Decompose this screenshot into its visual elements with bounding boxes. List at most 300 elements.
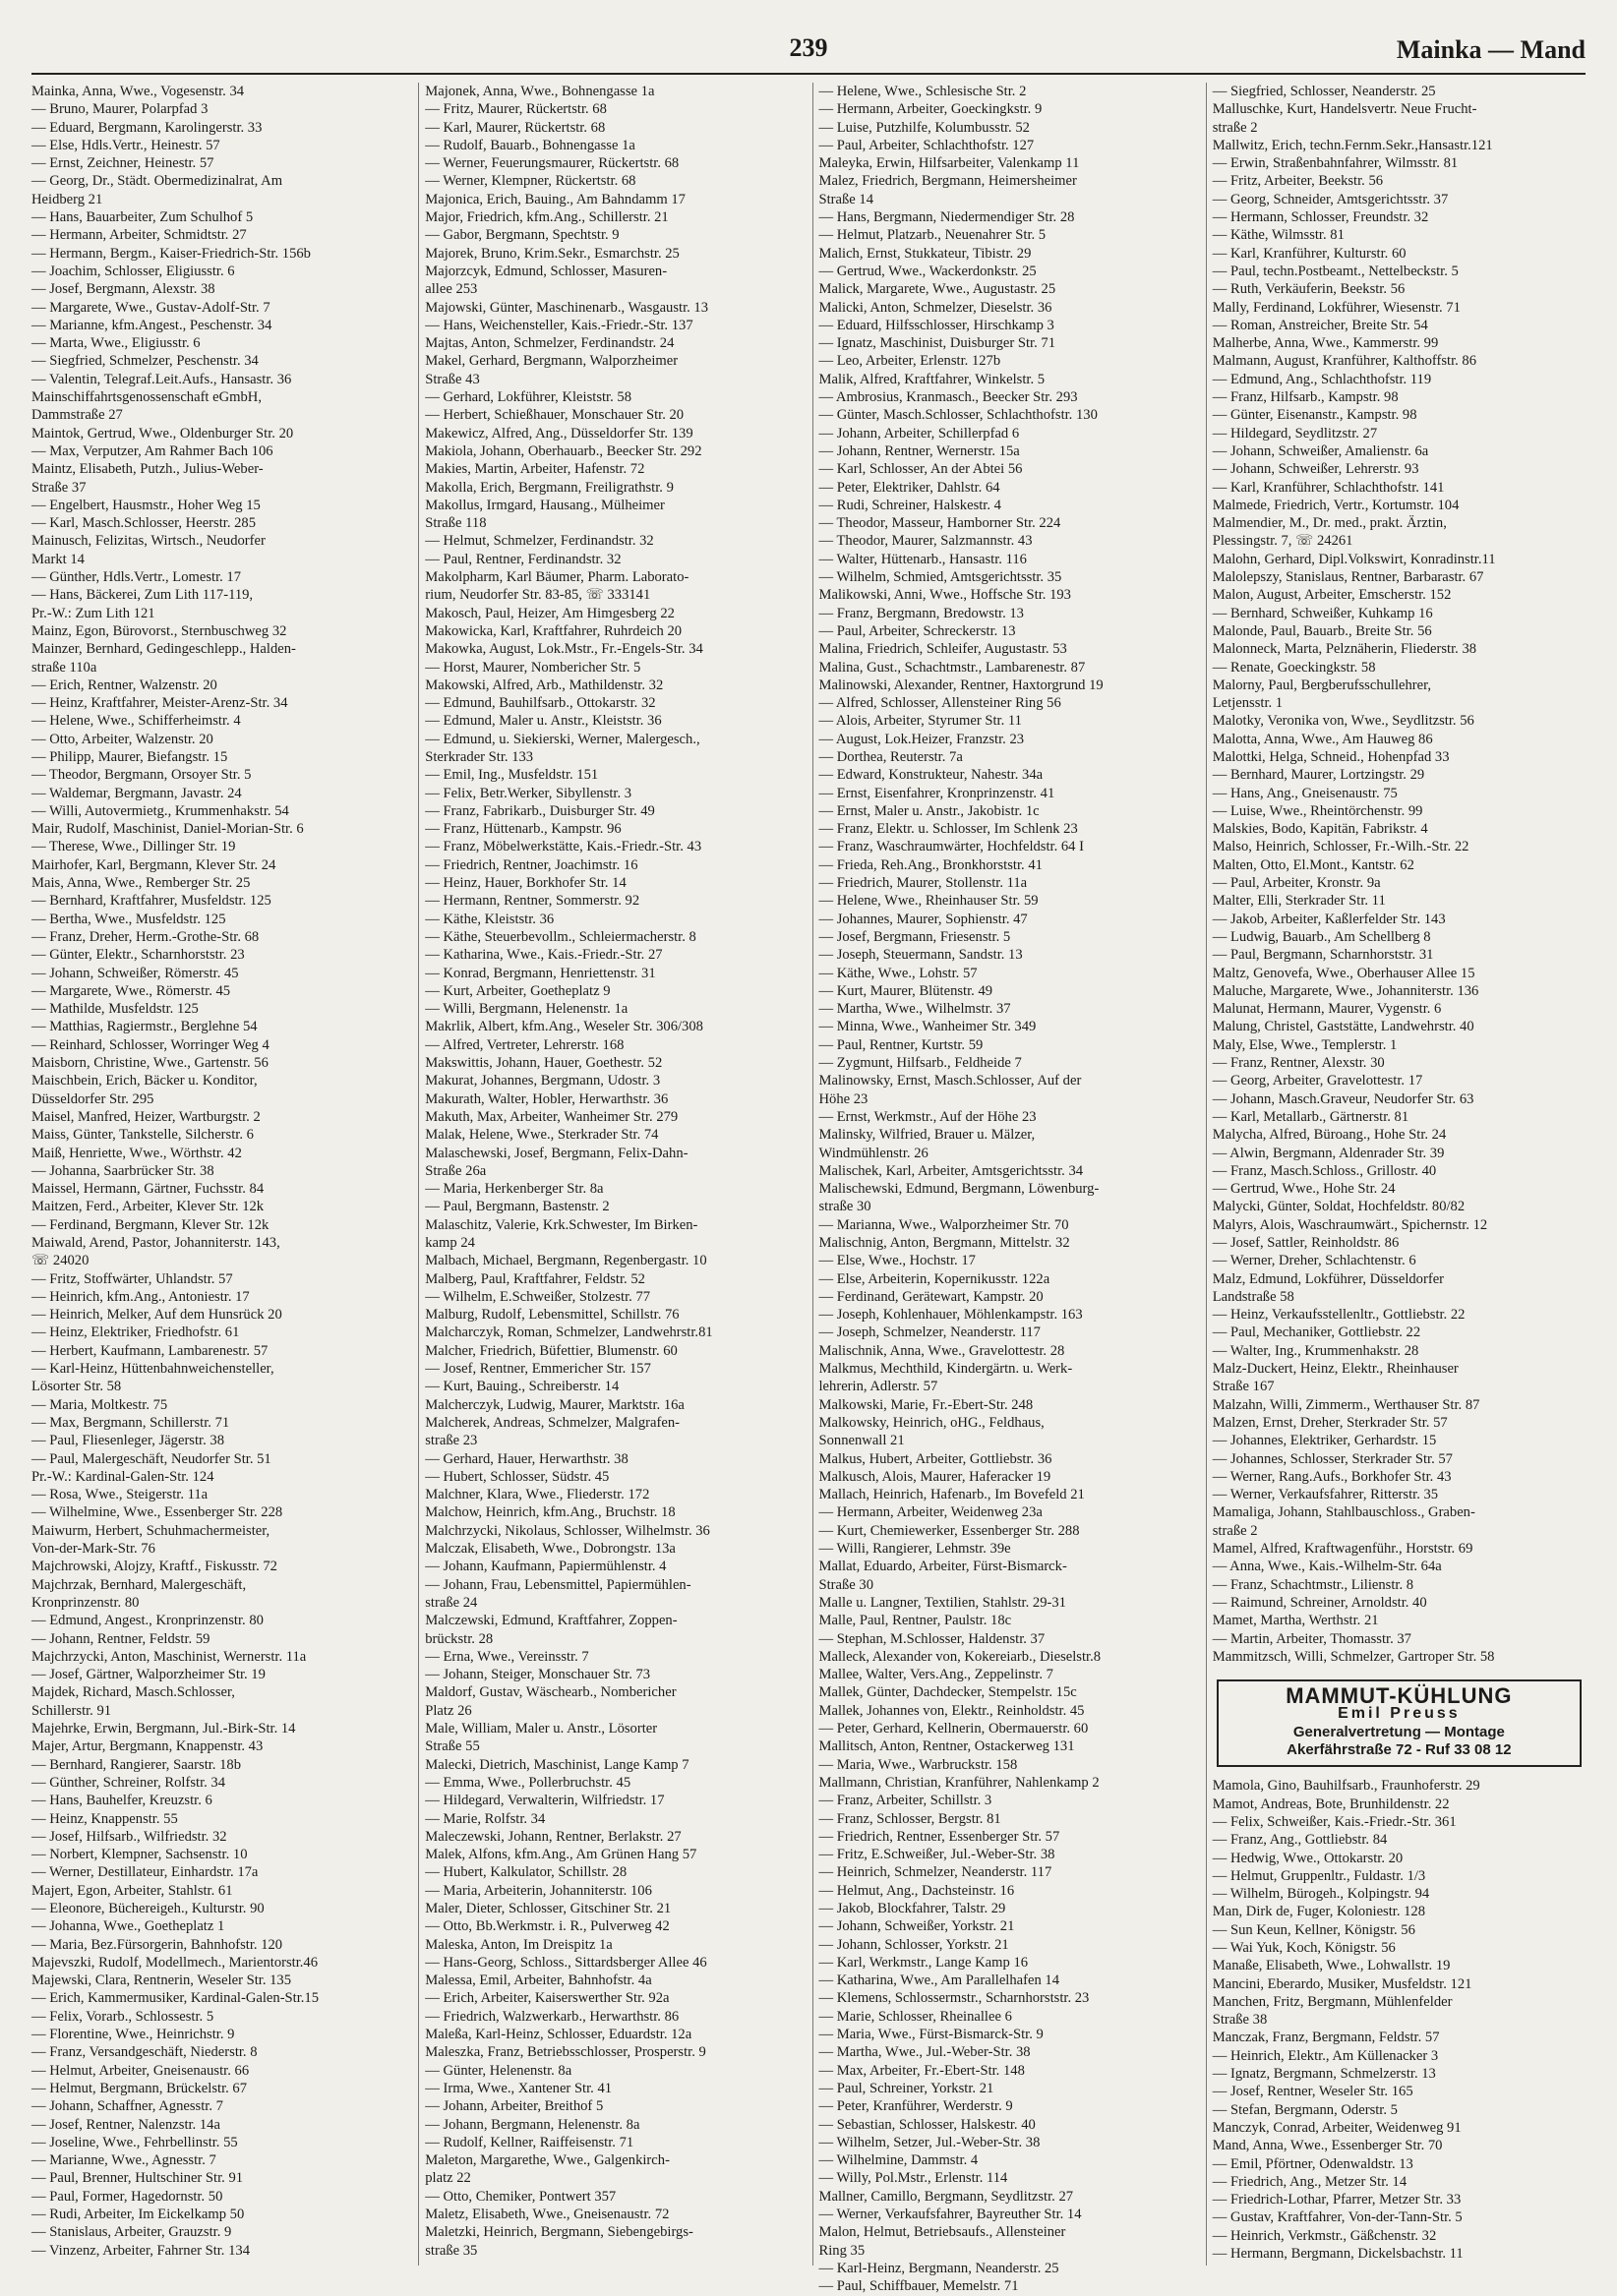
directory-entry: Malicki, Anton, Schmelzer, Dieselstr. 36 — [818, 299, 1052, 316]
ad-title: MAMMUT-KÜHLUNG — [1286, 1683, 1513, 1709]
directory-entry: Major, Friedrich, kfm.Ang., Schillerstr. 21 — [425, 209, 669, 226]
directory-entry: Maleton, Margarethe, Wwe., Galgenkirch- — [425, 2152, 670, 2169]
directory-entry: — Heinz, Verkaufsstellenltr., Gottliebstr. 22 — [1212, 1307, 1466, 1324]
ad-line-2: Akerfährstraße 72 - Ruf 33 08 12 — [1287, 1741, 1512, 1759]
directory-entry: Straße 14 — [818, 191, 874, 207]
directory-entry: Makowka, August, Lok.Mstr., Fr.-Engels-Str. 34 — [425, 641, 703, 658]
directory-entry: — Hildegard, Seydlitzstr. 27 — [1212, 425, 1378, 442]
directory-entry: Malohn, Gerhard, Dipl.Volkswirt, Konradinstr.11 — [1212, 551, 1496, 567]
directory-entry: — Josef, Rentner, Nalenzstr. 14a — [31, 2116, 220, 2133]
directory-entry: Mand, Anna, Wwe., Essenberger Str. 70 — [1212, 2138, 1443, 2154]
directory-entry: — Hubert, Schlosser, Südstr. 45 — [425, 1468, 610, 1485]
column-1 — [31, 83, 404, 2266]
directory-entry: — Kurt, Arbeiter, Goetheplatz 9 — [425, 982, 611, 999]
directory-entry: — Luise, Putzhilfe, Kolumbusstr. 52 — [818, 119, 1030, 136]
directory-entry: — Bernhard, Kraftfahrer, Musfeldstr. 125 — [31, 893, 271, 910]
directory-entry: Malcherczyk, Ludwig, Maurer, Marktstr. 16a — [425, 1396, 685, 1413]
directory-entry: — Bruno, Maurer, Polarpfad 3 — [31, 101, 209, 118]
directory-entry: — Helmut, Arbeiter, Gneisenaustr. 66 — [31, 2062, 250, 2079]
directory-entry: — Helmut, Ang., Dachsteinstr. 16 — [818, 1882, 1015, 1899]
directory-entry: — Otto, Bb.Werkmstr. i. R., Pulverweg 42 — [425, 1918, 670, 1935]
directory-entry: — Katharina, Wwe., Kais.-Friedr.-Str. 27 — [425, 947, 663, 964]
directory-entry: Makel, Gerhard, Bergmann, Walporzheimer — [425, 353, 679, 370]
directory-entry: — Johann, Frau, Lebensmittel, Papiermühlen- — [425, 1576, 691, 1593]
directory-entry: — Hermann, Arbeiter, Weidenweg 23a — [818, 1504, 1043, 1521]
directory-entry: — Ferdinand, Bergmann, Klever Str. 12k — [31, 1216, 270, 1233]
directory-entry: — Georg, Schneider, Amtsgerichtsstr. 37 — [1212, 191, 1449, 207]
directory-entry: — Peter, Kranführer, Werderstr. 9 — [818, 2098, 1013, 2115]
directory-entry: — Erich, Arbeiter, Kaiserswerther Str. 92a — [425, 1990, 670, 2007]
directory-entry: — Horst, Maurer, Nombericher Str. 5 — [425, 659, 641, 676]
directory-entry: Heidberg 21 — [31, 191, 103, 207]
directory-entry: Platz 26 — [425, 1702, 472, 1719]
directory-entry: Malotky, Veronika von, Wwe., Seydlitzstr. 56 — [1212, 713, 1474, 730]
directory-entry: — Paul, Schiffbauer, Memelstr. 71 — [818, 2278, 1019, 2295]
directory-entry: Pr.-W.: Kardinal-Galen-Str. 124 — [31, 1468, 214, 1485]
directory-entry: — Jakob, Arbeiter, Kaßlerfelder Str. 143 — [1212, 911, 1446, 927]
directory-entry: Mamaliga, Johann, Stahlbauschloss., Graben- — [1212, 1504, 1475, 1521]
directory-entry: Mallee, Walter, Vers.Ang., Zeppelinstr. 7 — [818, 1667, 1053, 1683]
directory-entry: — Paul, Malergeschäft, Neudorfer Str. 51 — [31, 1450, 271, 1467]
directory-entry: Plessingstr. 7, ☏ 24261 — [1212, 533, 1353, 550]
directory-entry: — Johann, Schweißer, Lehrerstr. 93 — [1212, 461, 1419, 478]
directory-entry: — Paul, techn.Postbeamt., Nettelbeckstr. 5 — [1212, 263, 1459, 279]
directory-entry: Majewski, Clara, Rentnerin, Weseler Str. 135 — [31, 1972, 292, 1989]
directory-entry: — Max, Verputzer, Am Rahmer Bach 106 — [31, 442, 273, 459]
directory-entry: — Josef, Bergmann, Alexstr. 38 — [31, 281, 215, 298]
directory-entry: — Erwin, Straßenbahnfahrer, Wilmsstr. 81 — [1212, 155, 1459, 172]
directory-entry: — Marie, Schlosser, Rheinallee 6 — [818, 2008, 1012, 2025]
directory-entry: — Johann, Bergmann, Helenenstr. 8a — [425, 2116, 640, 2133]
directory-entry: — Karl, Masch.Schlosser, Heerstr. 285 — [31, 515, 257, 532]
directory-entry: — Gerhard, Lokführer, Kleiststr. 58 — [425, 389, 632, 406]
directory-entry: Majonek, Anna, Wwe., Bohnengasse 1a — [425, 84, 655, 99]
directory-entry: Maintz, Elisabeth, Putzh., Julius-Weber- — [31, 461, 264, 478]
directory-entry: — Theodor, Bergmann, Orsoyer Str. 5 — [31, 767, 252, 784]
directory-entry: — Dorthea, Reuterstr. 7a — [818, 748, 963, 765]
directory-entry: — Gertrud, Wwe., Hohe Str. 24 — [1212, 1181, 1396, 1198]
directory-entry: — Johann, Steiger, Monschauer Str. 73 — [425, 1667, 651, 1683]
directory-entry: — Sun Keun, Kellner, Königstr. 56 — [1212, 1921, 1415, 1938]
directory-entry: — Wilhelm, Bürogeh., Kolpingstr. 94 — [1212, 1886, 1430, 1903]
directory-entry: — Joseph, Steuermann, Sandstr. 13 — [818, 947, 1023, 964]
directory-entry: — Günter, Helenenstr. 8a — [425, 2062, 572, 2079]
directory-entry: Mally, Ferdinand, Lokführer, Wiesenstr. 71 — [1212, 299, 1461, 316]
directory-entry: Majchrzak, Bernhard, Malergeschäft, — [31, 1576, 247, 1593]
directory-entry: Malunat, Hermann, Maurer, Vygenstr. 6 — [1212, 1001, 1442, 1018]
directory-entry: — Joseline, Wwe., Fehrbellinstr. 55 — [31, 2134, 238, 2150]
directory-entry: — Friedrich, Ang., Metzer Str. 14 — [1212, 2173, 1407, 2190]
directory-entry: — Alwin, Bergmann, Aldenrader Str. 39 — [1212, 1145, 1445, 1161]
directory-entry: — Werner, Verkaufsfahrer, Ritterstr. 35 — [1212, 1487, 1439, 1503]
directory-entry: — Heinrich, Verkmstr., Gäßchenstr. 32 — [1212, 2227, 1437, 2244]
directory-entry: — Felix, Betr.Werker, Sibyllenstr. 3 — [425, 785, 632, 801]
directory-entry: Maisborn, Christine, Wwe., Gartenstr. 56 — [31, 1055, 269, 1072]
directory-entry: — Ambrosius, Kranmasch., Beecker Str. 293 — [818, 389, 1078, 406]
directory-entry: — Heinz, Elektriker, Friedhofstr. 61 — [31, 1325, 240, 1341]
directory-entry: Straße 43 — [425, 371, 480, 387]
directory-entry: Majer, Artur, Bergmann, Knappenstr. 43 — [31, 1738, 264, 1755]
directory-entry: Straße 118 — [425, 515, 487, 532]
directory-entry: Makrlik, Albert, kfm.Ang., Weseler Str. 306/308 — [425, 1019, 703, 1035]
directory-entry: — Georg, Arbeiter, Gravelottestr. 17 — [1212, 1073, 1423, 1089]
directory-entry: — Johannes, Maurer, Sophienstr. 47 — [818, 911, 1028, 927]
page-number: 239 — [789, 33, 828, 62]
directory-entry: — Minna, Wwe., Wanheimer Str. 349 — [818, 1019, 1037, 1035]
directory-entry: Mairhofer, Karl, Bergmann, Klever Str. 24 — [31, 856, 276, 873]
directory-entry: Malak, Helene, Wwe., Sterkrader Str. 74 — [425, 1127, 659, 1144]
directory-entry: — Roman, Anstreicher, Breite Str. 54 — [1212, 317, 1428, 333]
directory-entry: — Kurt, Chemiewerker, Essenberger Str. 288 — [818, 1522, 1080, 1539]
directory-entry: — Kurt, Maurer, Blütenstr. 49 — [818, 982, 993, 999]
directory-entry: Ring 35 — [818, 2242, 866, 2259]
directory-entry: — Johanna, Saarbrücker Str. 38 — [31, 1162, 214, 1179]
directory-entry: Malz, Edmund, Lokführer, Düsseldorfer — [1212, 1270, 1445, 1287]
directory-entry: Malinowski, Alexander, Rentner, Haxtorgrund 19 — [818, 677, 1104, 693]
directory-entry: lehrerin, Adlerstr. 57 — [818, 1379, 938, 1395]
directory-entry: — Johann, Schweißer, Yorkstr. 21 — [818, 1918, 1015, 1935]
directory-entry: — Franz, Versandgeschäft, Niederstr. 8 — [31, 2044, 258, 2061]
directory-entry: Malle, Paul, Rentner, Paulstr. 18c — [818, 1613, 1012, 1629]
directory-entry: — Josef, Rentner, Emmericher Str. 157 — [425, 1361, 651, 1378]
directory-entry: — Gustav, Kraftfahrer, Von-der-Tann-Str. 5 — [1212, 2209, 1463, 2226]
directory-entry: — Hubert, Kalkulator, Schillstr. 28 — [425, 1864, 628, 1881]
directory-entry: — Paul, Rentner, Kurtstr. 59 — [818, 1036, 984, 1053]
directory-entry: — Peter, Elektriker, Dahlstr. 64 — [818, 479, 1000, 496]
directory-entry: straße 35 — [425, 2242, 478, 2259]
directory-entry: — Hermann, Bergmann, Dickelsbachstr. 11 — [1212, 2246, 1464, 2263]
directory-entry: — Renate, Goeckingkstr. 58 — [1212, 659, 1376, 676]
directory-entry: Maler, Dieter, Schlosser, Gitschiner Str. 21 — [425, 1900, 672, 1916]
directory-entry: — August, Lok.Heizer, Franzstr. 23 — [818, 731, 1025, 747]
directory-entry: Malten, Otto, El.Mont., Kantstr. 62 — [1212, 856, 1414, 873]
directory-entry: — Karl, Metallarb., Gärtnerstr. 81 — [1212, 1108, 1409, 1125]
directory-entry: — Martha, Wwe., Wilhelmstr. 37 — [818, 1001, 1011, 1018]
directory-entry: — Otto, Arbeiter, Walzenstr. 20 — [31, 731, 213, 747]
directory-entry: — Friedrich, Rentner, Joachimstr. 16 — [425, 856, 638, 873]
directory-entry: Manczyk, Conrad, Arbeiter, Weidenweg 91 — [1212, 2119, 1462, 2136]
directory-entry: Makurath, Walter, Hobler, Herwarthstr. 36 — [425, 1090, 669, 1107]
directory-entry: Majowski, Günter, Maschinenarb., Wasgaustr. 13 — [425, 299, 709, 316]
directory-entry: — Ignatz, Maschinist, Duisburger Str. 71 — [818, 335, 1056, 352]
directory-entry: — Käthe, Wilmsstr. 81 — [1212, 227, 1345, 244]
directory-entry: Malkmus, Mechthild, Kindergärtn. u. Werk- — [818, 1361, 1073, 1378]
directory-entry: straße 24 — [425, 1594, 478, 1611]
directory-entry: — Werner, Klempner, Rückertstr. 68 — [425, 173, 636, 190]
directory-entry: — Felix, Schweißer, Kais.-Friedr.-Str. 361 — [1212, 1813, 1457, 1830]
directory-entry: Malez, Friedrich, Bergmann, Heimersheimer — [818, 173, 1077, 190]
directory-entry: Malina, Gust., Schachtmstr., Lambarenestr. 87 — [818, 659, 1086, 676]
directory-entry: — Johann, Rentner, Wernerstr. 15a — [818, 442, 1020, 459]
ad-line-1: Generalvertretung — Montage — [1292, 1723, 1505, 1740]
directory-entry: Malischek, Karl, Arbeiter, Amtsgerichtsstr. 34 — [818, 1162, 1084, 1179]
directory-entry: straße 110a — [31, 659, 97, 676]
directory-entry: — Anna, Wwe., Kais.-Wilhelm-Str. 64a — [1212, 1559, 1442, 1575]
directory-entry: — Marianna, Wwe., Walporzheimer Str. 70 — [818, 1216, 1069, 1233]
directory-entry: kamp 24 — [425, 1235, 475, 1251]
directory-entry: — Paul, Arbeiter, Schreckerstr. 13 — [818, 622, 1016, 639]
directory-entry: — Käthe, Kleiststr. 36 — [425, 911, 555, 927]
directory-entry: — Heinrich, Schmelzer, Neanderstr. 117 — [818, 1864, 1052, 1881]
directory-entry: — Maria, Bez.Fürsorgerin, Bahnhofstr. 120 — [31, 1936, 283, 1953]
directory-entry: Malchrzycki, Nikolaus, Schlosser, Wilhelmstr. 36 — [425, 1522, 710, 1539]
directory-entry: Malaschitz, Valerie, Krk.Schwester, Im Birken- — [425, 1216, 698, 1233]
directory-entry: Maletzki, Heinrich, Bergmann, Siebengebirgs- — [425, 2224, 693, 2241]
directory-entry: — Willi, Bergmann, Helenenstr. 1a — [425, 1001, 629, 1018]
directory-entry: Majchrzycki, Anton, Maschinist, Wernerstr. 11a — [31, 1648, 307, 1665]
directory-entry: Mainusch, Felizitas, Wirtsch., Neudorfer — [31, 533, 266, 550]
directory-entry: — Edmund, Bauhilfsarb., Ottokarstr. 32 — [425, 695, 656, 712]
directory-entry: — Matthias, Ragiermstr., Berglehne 54 — [31, 1019, 258, 1035]
directory-entry: Maleyka, Erwin, Hilfsarbeiter, Valenkamp 11 — [818, 155, 1080, 172]
directory-entry: — Marianne, kfm.Angest., Peschenstr. 34 — [31, 317, 272, 333]
directory-entry: — Marianne, Wwe., Agnesstr. 7 — [31, 2152, 216, 2169]
directory-entry: Malberg, Paul, Kraftfahrer, Feldstr. 52 — [425, 1270, 645, 1287]
directory-entry: — Karl, Maurer, Rückertstr. 68 — [425, 119, 606, 136]
directory-entry: — Franz, Schachtmstr., Lilienstr. 8 — [1212, 1576, 1414, 1593]
directory-entry: straße 30 — [818, 1199, 871, 1215]
directory-entry: — Günter, Elektr., Scharnhorststr. 23 — [31, 947, 245, 964]
directory-entry: Lösorter Str. 58 — [31, 1379, 122, 1395]
directory-entry: Landstraße 58 — [1212, 1288, 1294, 1305]
directory-entry: Mainka, Anna, Wwe., Vogesenstr. 34 — [31, 84, 245, 99]
running-head: Mainka — Mand — [1396, 35, 1586, 64]
directory-entry: Sonnenwall 21 — [818, 1433, 905, 1449]
directory-entry: Makswittis, Johann, Hauer, Goethestr. 52 — [425, 1055, 663, 1072]
directory-entry: — Franz, Elektr. u. Schlosser, Im Schlenk 23 — [818, 821, 1078, 838]
directory-entry: Straße 30 — [818, 1576, 874, 1593]
directory-entry: Makiola, Johann, Oberhauarb., Beecker Str. 292 — [425, 442, 702, 459]
directory-entry: — Reinhard, Schlosser, Worringer Weg 4 — [31, 1036, 270, 1053]
directory-entry: — Klemens, Schlossermstr., Scharnhorststr. 23 — [818, 1990, 1090, 2007]
directory-entry: Mallmann, Christian, Kranführer, Nahlenkamp 2 — [818, 1774, 1100, 1791]
directory-entry: — Maria, Arbeiterin, Johanniterstr. 106 — [425, 1882, 652, 1899]
directory-entry: — Valentin, Telegraf.Leit.Aufs., Hansastr. 36 — [31, 371, 292, 387]
directory-entry: — Konrad, Bergmann, Henriettenstr. 31 — [425, 965, 656, 981]
directory-entry: Schillerstr. 91 — [31, 1702, 112, 1719]
directory-entry: Sterkrader Str. 133 — [425, 748, 534, 765]
directory-entry: Majert, Egon, Arbeiter, Stahlstr. 61 — [31, 1882, 233, 1899]
directory-entry: — Johann, Rentner, Feldstr. 59 — [31, 1630, 210, 1647]
directory-entry: Makurat, Johannes, Bergmann, Udostr. 3 — [425, 1073, 661, 1089]
directory-entry: Malischnik, Anna, Wwe., Gravelottestr. 28 — [818, 1342, 1065, 1359]
directory-entry: Majehrke, Erwin, Bergmann, Jul.-Birk-Str. 14 — [31, 1721, 296, 1737]
directory-entry: — Edmund, u. Siekierski, Werner, Malergesch., — [425, 731, 700, 747]
directory-entry: — Theodor, Masseur, Hamborner Str. 224 — [818, 515, 1061, 532]
directory-entry: Malleck, Alexander von, Kokereiarb., Dieselstr.8 — [818, 1648, 1102, 1665]
directory-entry: — Friedrich, Maurer, Stollenstr. 11a — [818, 875, 1028, 892]
directory-entry: Mamola, Gino, Bauhilfsarb., Fraunhoferstr. 29 — [1212, 1778, 1480, 1795]
directory-entry: — Josef, Rentner, Weseler Str. 165 — [1212, 2084, 1413, 2100]
directory-entry: Straße 55 — [425, 1738, 480, 1755]
advertisement-box — [1217, 1679, 1582, 1767]
directory-entry: Majonica, Erich, Bauing., Am Bahndamm 17 — [425, 191, 686, 207]
directory-entry: — Luise, Wwe., Rheintörchenstr. 99 — [1212, 802, 1423, 819]
directory-entry: allee 253 — [425, 281, 478, 298]
directory-entry: — Marta, Wwe., Eligiusstr. 6 — [31, 335, 201, 352]
directory-entry: Malycha, Alfred, Büroang., Hohe Str. 24 — [1212, 1127, 1447, 1144]
directory-entry: — Hans, Ang., Gneisenaustr. 75 — [1212, 785, 1398, 801]
directory-entry: Malung, Christel, Gaststätte, Landwehrstr. 40 — [1212, 1019, 1474, 1035]
directory-entry: — Maria, Wwe., Fürst-Bismarck-Str. 9 — [818, 2027, 1044, 2043]
directory-entry: — Karl, Schlosser, An der Abtei 56 — [818, 461, 1023, 478]
directory-entry: Mallwitz, Erich, techn.Fernm.Sekr.,Hansastr.121 — [1212, 137, 1493, 153]
directory-entry: — Werner, Feuerungsmaurer, Rückertstr. 68 — [425, 155, 680, 172]
directory-entry: Majorzcyk, Edmund, Schlosser, Masuren- — [425, 263, 668, 279]
directory-entry: — Eduard, Bergmann, Karolingerstr. 33 — [31, 119, 263, 136]
directory-entry: Mair, Rudolf, Maschinist, Daniel-Morian-Str. 6 — [31, 821, 304, 838]
column-4 — [1206, 83, 1586, 2266]
directory-entry: Malmann, August, Kranführer, Kalthoffstr. 86 — [1212, 353, 1477, 370]
directory-entry: — Friedrich, Rentner, Essenberger Str. 57 — [818, 1828, 1060, 1845]
directory-entry: Windmühlenstr. 26 — [818, 1145, 928, 1161]
directory-entry: — Wilhelmine, Dammstr. 4 — [818, 2152, 979, 2169]
directory-entry: Malle u. Langner, Textilien, Stahlstr. 29-31 — [818, 1594, 1066, 1611]
directory-entry: — Paul, Bergmann, Bastenstr. 2 — [425, 1199, 610, 1215]
directory-entry: Makowski, Alfred, Arb., Mathildenstr. 32 — [425, 677, 664, 693]
directory-entry: Man, Dirk de, Fuger, Koloniestr. 128 — [1212, 1904, 1426, 1920]
directory-entry: — Rudi, Arbeiter, Im Eickelkamp 50 — [31, 2207, 245, 2223]
directory-entry: — Else, Hdls.Vertr., Heinestr. 57 — [31, 137, 220, 153]
directory-entry: straße 2 — [1212, 119, 1258, 136]
directory-entry: — Max, Bergmann, Schillerstr. 71 — [31, 1414, 230, 1431]
directory-entry: — Florentine, Wwe., Heinrichstr. 9 — [31, 2027, 235, 2043]
directory-entry: Straße 37 — [31, 479, 87, 496]
directory-entry: Maiß, Henriette, Wwe., Wörthstr. 42 — [31, 1145, 242, 1161]
directory-entry: Makies, Martin, Arbeiter, Hafenstr. 72 — [425, 461, 645, 478]
directory-entry: — Maria, Wwe., Warbruckstr. 158 — [818, 1756, 1018, 1773]
directory-entry: — Johann, Kaufmann, Papiermühlenstr. 4 — [425, 1559, 667, 1575]
column-4-bottom-entries — [1213, 1777, 1586, 2263]
directory-entry: Maleska, Anton, Im Dreispitz 1a — [425, 1936, 613, 1953]
directory-entry: Maintok, Gertrud, Wwe., Oldenburger Str. 20 — [31, 425, 294, 442]
page-header — [31, 29, 1586, 75]
directory-entry: Mamot, Andreas, Bote, Brunhildenstr. 22 — [1212, 1796, 1450, 1812]
directory-entry: Makewicz, Alfred, Ang., Düsseldorfer Str. 139 — [425, 425, 693, 442]
directory-entry: Kronprinzenstr. 80 — [31, 1594, 140, 1611]
directory-entry: — Walter, Hüttenarb., Hansastr. 116 — [818, 551, 1027, 567]
directory-entry: Maitzen, Ferd., Arbeiter, Klever Str. 12k — [31, 1199, 265, 1215]
directory-entry: Malinowsky, Ernst, Masch.Schlosser, Auf der — [818, 1073, 1082, 1089]
directory-entry: — Johann, Schaffner, Agnesstr. 7 — [31, 2098, 223, 2115]
directory-entry: — Josef, Bergmann, Friesenstr. 5 — [818, 928, 1011, 945]
directory-entry: — Helmut, Bergmann, Brückelstr. 67 — [31, 2080, 248, 2096]
directory-entry: — Heinrich, Elektr., Am Küllenacker 3 — [1212, 2047, 1439, 2064]
directory-entry: — Paul, Arbeiter, Kronstr. 9a — [1212, 875, 1381, 892]
directory-entry: Malonde, Paul, Bauarb., Breite Str. 56 — [1212, 622, 1432, 639]
directory-entry: — Rudolf, Bauarb., Bohnengasse 1a — [425, 137, 635, 153]
directory-entry: Maisel, Manfred, Heizer, Wartburgstr. 2 — [31, 1108, 261, 1125]
directory-entry: — Johannes, Schlosser, Sterkrader Str. 57 — [1212, 1450, 1453, 1467]
directory-entry: — Katharina, Wwe., Am Parallelhafen 14 — [818, 1972, 1060, 1989]
directory-entry: — Max, Arbeiter, Fr.-Ebert-Str. 148 — [818, 2062, 1025, 2079]
directory-entry: — Else, Arbeiterin, Kopernikusstr. 122a — [818, 1270, 1050, 1287]
directory-entry: — Franz, Arbeiter, Schillstr. 3 — [818, 1793, 992, 1809]
directory-entry: — Hans, Bäckerei, Zum Lith 117-119, — [31, 587, 254, 604]
directory-entry: — Emma, Wwe., Pollerbruchstr. 45 — [425, 1774, 631, 1791]
directory-entry: — Walter, Ing., Krummenhakstr. 28 — [1212, 1342, 1419, 1359]
directory-entry: Malyrs, Alois, Waschraumwärt., Spichernstr. 12 — [1212, 1216, 1488, 1233]
directory-entry: Majchrowski, Alojzy, Kraftf., Fiskusstr. 72 — [31, 1559, 277, 1575]
directory-entry: Mamel, Alfred, Kraftwagenführ., Horststr. 69 — [1212, 1541, 1473, 1558]
directory-entry: — Wilhelmine, Wwe., Essenberger Str. 228 — [31, 1504, 283, 1521]
directory-entry: Malinsky, Wilfried, Brauer u. Mälzer, — [818, 1127, 1036, 1144]
directory-entry: Malskies, Bodo, Kapitän, Fabrikstr. 4 — [1212, 821, 1428, 838]
directory-entry: Mallach, Heinrich, Hafenarb., Im Bovefeld 21 — [818, 1487, 1085, 1503]
directory-entry: Manchen, Fritz, Bergmann, Mühlenfelder — [1212, 1993, 1453, 2010]
directory-entry: — Hermann, Arbeiter, Schmidtstr. 27 — [31, 227, 247, 244]
directory-entry: — Rosa, Wwe., Steigerstr. 11a — [31, 1487, 209, 1503]
directory-entry: — Josef, Sattler, Reinholdstr. 86 — [1212, 1235, 1400, 1251]
directory-entry: — Fritz, Arbeiter, Beekstr. 56 — [1212, 173, 1384, 190]
directory-entry: Mallat, Eduardo, Arbeiter, Fürst-Bismarck- — [818, 1559, 1067, 1575]
directory-entry: — Leo, Arbeiter, Erlenstr. 127b — [818, 353, 1001, 370]
directory-entry: — Philipp, Maurer, Biefangstr. 15 — [31, 748, 228, 765]
directory-entry: — Alfred, Vertreter, Lehrerstr. 168 — [425, 1036, 625, 1053]
directory-entry: Malczewski, Edmund, Kraftfahrer, Zoppen- — [425, 1613, 678, 1629]
directory-entry: — Norbert, Klempner, Sachsenstr. 10 — [31, 1847, 248, 1863]
directory-entry: — Hans, Bergmann, Niedermendiger Str. 28 — [818, 209, 1075, 226]
directory-entry: Malick, Margarete, Wwe., Augustastr. 25 — [818, 281, 1056, 298]
directory-entry: Malik, Alfred, Kraftfahrer, Winkelstr. 5 — [818, 371, 1046, 387]
directory-entry: — Stanislaus, Arbeiter, Grauzstr. 9 — [31, 2224, 232, 2241]
directory-entry: — Emil, Ing., Musfeldstr. 151 — [425, 767, 599, 784]
directory-entry: — Edward, Konstrukteur, Nahestr. 34a — [818, 767, 1044, 784]
directory-entry: — Otto, Chemiker, Pontwert 357 — [425, 2188, 617, 2205]
directory-entry: — Fritz, Stoffwärter, Uhlandstr. 57 — [31, 1270, 233, 1287]
directory-entry: Malon, August, Arbeiter, Emscherstr. 152 — [1212, 587, 1452, 604]
directory-entry: — Hermann, Bergm., Kaiser-Friedrich-Str. 156b — [31, 245, 311, 262]
directory-entry: — Karl-Heinz, Bergmann, Neanderstr. 25 — [818, 2260, 1059, 2276]
directory-entry: Malecki, Dietrich, Maschinist, Lange Kamp 7 — [425, 1756, 689, 1773]
directory-entry: Malcherek, Andreas, Schmelzer, Malgrafen- — [425, 1414, 680, 1431]
directory-entry: Malkowski, Marie, Fr.-Ebert-Str. 248 — [818, 1396, 1034, 1413]
directory-entry: Male, William, Maler u. Anstr., Lösorter — [425, 1721, 658, 1737]
directory-entry: — Werner, Verkaufsfahrer, Bayreuther Str. 14 — [818, 2207, 1082, 2223]
directory-entry: Maly, Else, Wwe., Templerstr. 1 — [1212, 1036, 1398, 1053]
directory-entry: — Paul, Mechaniker, Gottliebstr. 22 — [1212, 1325, 1421, 1341]
directory-entry: Malchner, Klara, Wwe., Fliederstr. 172 — [425, 1487, 650, 1503]
directory-entry: Mallek, Günter, Dachdecker, Stempelstr. 15c — [818, 1684, 1077, 1701]
directory-entry: — Werner, Destillateur, Einhardstr. 17a — [31, 1864, 259, 1881]
directory-entry: — Maria, Herkenberger Str. 8a — [425, 1181, 604, 1198]
directory-entry: — Joseph, Kohlenhauer, Möhlenkampstr. 163 — [818, 1307, 1083, 1324]
directory-entry: — Gerhard, Hauer, Herwarthstr. 38 — [425, 1450, 629, 1467]
directory-entry: — Paul, Brenner, Hultschiner Str. 91 — [31, 2170, 244, 2187]
directory-entry: Majtas, Anton, Schmelzer, Ferdinandstr. 24 — [425, 335, 675, 352]
directory-entry: — Josef, Hilfsarb., Wilfriedstr. 32 — [31, 1828, 227, 1845]
directory-entry: — Mathilde, Musfeldstr. 125 — [31, 1001, 199, 1018]
directory-entry: Malter, Elli, Sterkrader Str. 11 — [1212, 893, 1386, 910]
directory-entry: — Waldemar, Bergmann, Javastr. 24 — [31, 785, 242, 801]
directory-entry: — Paul, Rentner, Ferdinandstr. 32 — [425, 551, 622, 567]
directory-entry: Malbach, Michael, Bergmann, Regenbergastr. 10 — [425, 1253, 707, 1269]
directory-entry: Malon, Helmut, Betriebsaufs., Allensteiner — [818, 2224, 1066, 2241]
directory-entry: — Franz, Waschraumwärter, Hochfeldstr. 64 I — [818, 839, 1084, 855]
directory-entry: Malchow, Heinrich, kfm.Ang., Bruchstr. 18 — [425, 1504, 676, 1521]
directory-entry: Maltz, Genovefa, Wwe., Oberhauser Allee 15 — [1212, 965, 1475, 981]
directory-entry: Malz-Duckert, Heinz, Elektr., Rheinhauser — [1212, 1361, 1459, 1378]
directory-entry: — Wilhelm, Setzer, Jul.-Weber-Str. 38 — [818, 2134, 1041, 2150]
directory-entry: ☏ 24020 — [31, 1253, 90, 1269]
directory-entry: Malischewski, Edmund, Bergmann, Löwenburg- — [818, 1181, 1100, 1198]
directory-entry: — Ernst, Maler u. Anstr., Jakobistr. 1c — [818, 802, 1040, 819]
directory-entry: Malkusch, Alois, Maurer, Haferacker 19 — [818, 1468, 1051, 1485]
directory-entry: — Hans, Weichensteller, Kais.-Friedr.-Str. 137 — [425, 317, 693, 333]
directory-entry: — Heinz, Kraftfahrer, Meister-Arenz-Str. 34 — [31, 695, 288, 712]
directory-entry: Makollus, Irmgard, Hausang., Mülheimer — [425, 497, 665, 513]
directory-entry: — Hans, Bauhelfer, Kreuzstr. 6 — [31, 1793, 212, 1809]
